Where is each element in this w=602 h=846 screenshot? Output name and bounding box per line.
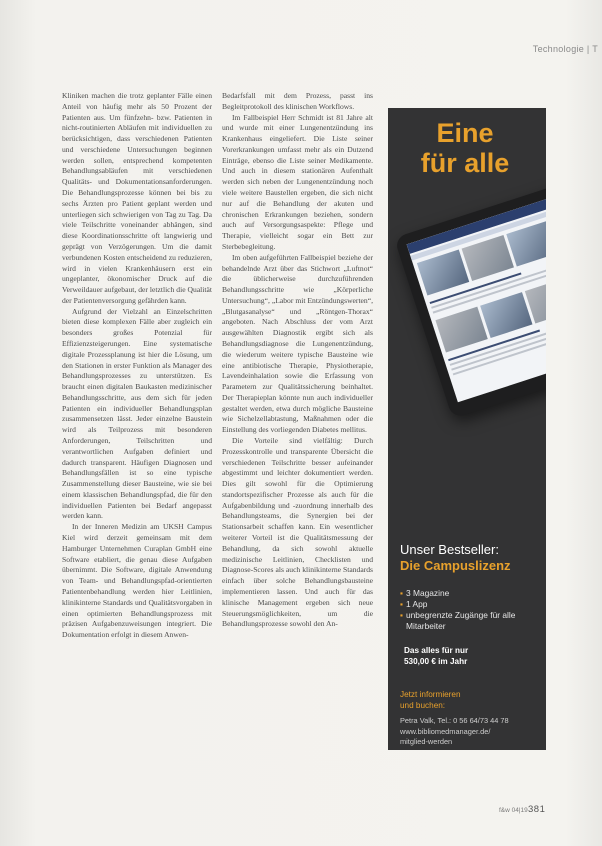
paragraph: In der Inneren Medizin am UKSH Campus Kiel wird derzeit gemeinsam mit dem Hamburger Unternehmen Curaplan GmbH eine Software etabliert, die genau diese Aufgaben übernimmt. Die Software, digitale Anwendung von Team- und Behandlungspfad-orientierten Patientenbehandlung werden hier Leitlinien, klinikinterne Standards und Qualitätsvorgaben in einen optimierten Behandlungsprozess mit präzisen Aufgabenzuweisungen integriert. Die Dokumentation erfolgt in diesem Anwen- (62, 522, 212, 640)
paragraph: Im Fallbeispiel Herr Schmidt ist 81 Jahre alt und wurde mit einer Lungenentzündung ins Krankenhaus eingeliefert. Die Liste seiner Vorerkrankungen umfasst mehr als ein Dutzend Einträge, ebenso die Liste seiner Medikamente. Und auch in diesem stationären Aufenthalt werden sich neben der Lungenentzündung noch viele weitere Baustellen ergeben, die sich nicht nur auf die Behandlung der akuten und chronischen Erkrankungen beziehen, sondern auch auf Versorgungsaspekte: Pflege und Therapie, vielleicht sogar ein Bett zur Sterbebegleitung. (222, 112, 373, 251)
paragraph: Bedarfsfall mit dem Prozess, passt ins Begleitprotokoll des klinischen Workflows. (222, 91, 373, 111)
paragraph: Aufgrund der Vielzahl an Einzelschritten bieten diese komplexen Fälle aber zugleich ein besonders großes Potenzial für Effizienzsteigerungen. Eine systematische digitale Prozessplanung ist hier die Lösung, um den Stationen in erster Funktion als Manager des Behandlungsprozesses zu unterstützen. Es braucht einen digitalen Baukasten medizinischer Behandlungsschritte, aus dem sich für jeden Patienten ein individueller Behandlungsplan zusammensetzen lässt. Jeder einzelne Baustein wird als Teilprozess mit besonderen Anforderungen, Teilschritten und verantwortlichen Aufgaben definiert und dadurch transparent. Häufigen Diagnosen und Behandlungsfällen ist so eine typische Zusammenstellung dieser Bausteine, wie sie bei einem klassischen Behandlungspfad, die für den individuellen Patienten bei Bedarf angepasst werden kann. (62, 306, 212, 521)
list-item: ▪ unbegrenzte Zugänge für alle Mitarbeiter (400, 610, 516, 631)
bullet-icon: ▪ (400, 588, 403, 598)
article-column-1 (62, 91, 212, 641)
contact-phone: Petra Valk, Tel.: 0 56 64/73 44 78 (400, 716, 509, 725)
contact-url-cont[interactable]: mitglied-werden (400, 737, 453, 746)
call-to-action: Jetzt informieren und buchen: (400, 690, 461, 710)
price-label: Das alles für nur (404, 646, 469, 655)
contact-url[interactable]: www.bibliomedmanager.de/ (400, 726, 491, 736)
ad-slogan (408, 118, 522, 178)
article-column-2 (222, 91, 373, 630)
paragraph: Die Vorteile sind vielfältig: Durch Prozesskontrolle und transparente Übersicht die verschiedenen Teilschritte besser aufeinander abgestimmt und leichter dokumentiert werden. Dies gilt sowohl für die Optimierung standortspezifischer Prozesse als auch für die Aufgabenbildung und -zuordnung innerhalb des Behandlungsteams, die Synergien bei der Stationsarbeit schaffen kann. Ein wesentlicher weiterer Vorteil ist die Qualitätsmessung der Behandlung, da sich sowohl aktuelle medizinische Leitlinien, Checklisten und Diagnose-Scores als auch klinikinterne Standards einfach über solche Behandlungsbausteine implementieren lassen. Und auch für das klinische Management ergeben sich neue Steuerungsmöglichkeiten, um die Behandlungsprozesse sowohl den An- (222, 436, 373, 629)
slogan-line: für alle (420, 148, 510, 178)
paragraph: Kliniken machen die trotz geplanter Fälle einen Anteil von häufig mehr als 50 Prozent der Patienten aus. Um fünfzehn- bzw. Patienten in nicht-routinierten Abläufen mit individuellen zu berücksichtigen, dass verschiedenen Patienten und verschiedene Untersuchungen beginnen werden sollen, entsprechend kompetenten Behandlungsabläufen mit verschiedenen Qualitäts- und Dokumentationsanforderungen. Die Behandlungsprozesse können bei bis zu sechs Ärzten pro Patient geplant werden und unterliegen sich schwierigen von Tag zu Tag. Da viele Teilschritte voneinander abhängen, sind diese Koordinationsschritte oft langwierig und geprägt von Verzögerungen. Um die damit verbundenen Kosten entscheidend zu reduzieren, wird in vielen Krankenhäusern erst ein ungeplanter, ökonomischer Druck auf die Verweildauer aufgebaut, der letztlich die Qualität der Patientenversorgung gefährden kann. (62, 91, 212, 305)
advertisement[interactable] (388, 108, 546, 750)
slogan-line: Eine (436, 118, 494, 148)
ad-subtitle: Die Campuslizenz (400, 558, 511, 573)
ad-headline (400, 542, 540, 574)
ad-title: Unser Bestseller: (400, 542, 499, 557)
feature-list (400, 588, 540, 632)
contact-info (400, 716, 544, 748)
tablet-screen (407, 195, 546, 402)
price-block (404, 645, 538, 667)
page-number: 381 (528, 804, 546, 815)
tablet-image (394, 182, 546, 418)
list-item: ▪ 1 App (400, 599, 428, 609)
running-head: Technologie | T (532, 44, 598, 54)
bullet-icon: ▪ (400, 599, 403, 609)
list-item: ▪ 3 Magazine (400, 588, 450, 598)
price-value: 530,00 € im Jahr (404, 657, 468, 666)
bullet-icon: ▪ (400, 610, 403, 620)
magazine-issue: f&w 04|19 (499, 807, 528, 814)
paragraph: Im oben aufgeführten Fallbeispiel beziehe der behandelnde Arzt über das Stichwort „Luftnot“ die üblicherweise durchzuführenden Behandlungsschritte wie „Körperliche Untersuchung“, „Labor mit Entzündungswerten“, „Blutgasanalyse“ und „Röntgen-Thorax“ angeboten. Nach Abschluss der vom Arzt ausgewählten Diagnostik ergibt sich als Behandlungsdiagnose die Lungenentzündung, die wiederum weitere typische Bausteine wie eine antibiotische Therapie, Physiotherapie, Lavendeinhalation sowie die Erfassung von Parametern zur Qualitätssicherung beinhaltet. Der Therapieplan könnte nun auch individueller gestaltet werden, etwa durch mögliche Bausteine wie Sichelzellabtastung, Maßnahmen oder die Einstellung des vorliegenden Diabetes mellitus. (222, 252, 373, 435)
